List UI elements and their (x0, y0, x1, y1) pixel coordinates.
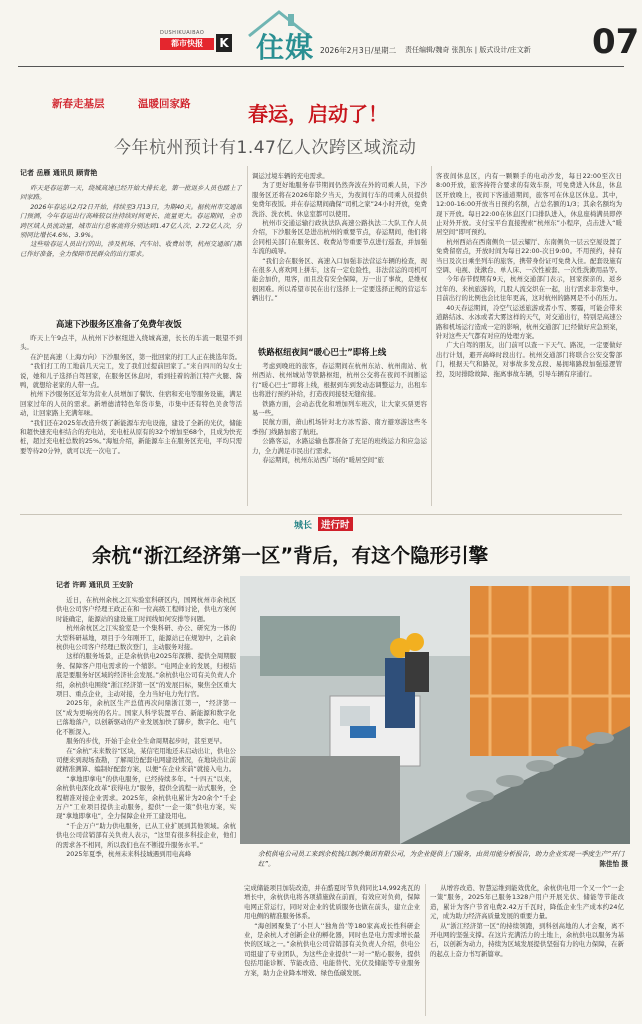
editors: 责任编辑/魏奇 张凯东 | 版式设计/庄文新 (405, 46, 531, 54)
lead-p3: 这些啥春运人员出行的出，涉及机场、汽车站、收费站等，杭州交通部门都已作好准备，全力保障市民群众的出行需求。 (20, 240, 242, 258)
section-name: 住媒 (256, 31, 315, 64)
col1-p3: “我们打工的工地前几天完工，发了我们过提前回家了。”来自四川的勾女士说，她和儿子选择自驾回家，在服务区休息时，看到挂着的浙江特产火腿、酱鸭，就想给老家的人带一点。 (20, 362, 242, 390)
logo-k-icon: K (216, 34, 232, 52)
headline-yuhang: 余杭“浙江经济第一区”背后，有这个隐形引擎 (92, 544, 489, 567)
headline-spring-travel: 春运，启动了！ (248, 102, 388, 126)
masthead-rule (18, 66, 624, 67)
kicker-progress: 进行时 (318, 517, 353, 531)
a2-mid-p1: 完成储能项目加装改造，并在酷夏时节负荷同比14,992兆瓦的增长中，余杭供电将各项措施做在前面，有效应对负荷，保障电网正常运行，同时对企业的优质服务也做在前头，建立企业用电侧的精准服务体系。 (244, 884, 420, 921)
a2-right-p2: 从“浙江经济第一区”的持续领跑，到科创高地的人才会聚，离不开电网的坚强支撑。在这片充满活力的土地上，余杭供电以服务为基石，以创新为动力，持续为区域发展提供坚强有力的电力保障，在新的起点上奋力书写新篇章。 (430, 921, 624, 958)
col1-p1: 昨天上午9点半，从杭州下沙枢纽进入绕城高速，长长的车流一眼望不到头。 (20, 334, 242, 352)
a2-left-p7: “拿地即拿电”的供电服务，已经持续多年。“十四五”以来，余杭供电深化改革“获得电力”服务，提供全流程一站式服务，全程精准对接企业需求。2025年，余杭供电累计为20余个“千企万户”工业项目提供主动服务，提供“一企一策”供电方案，实现“拿地即拿电”，全力保障企业开工建设用电。 (56, 774, 236, 821)
a2-left-p4: 2025年，余杭区生产总值再次问鼎浙江第一，“经济第一区”成为更响亮的名片。国家人科学装置平台、新能源和数字化已落地落户，以创新驱动的产业发展加快了脚步，数字化、电气化不断深入。 (56, 699, 236, 736)
factory-photo (240, 576, 630, 844)
col3-p1: 客夜间休息区，内有一颗颗手的电动沙发，每日22:00至次日8:00开放，旅客持符合要求的有效车票，可免费进入休息，休息区开放晚上，夜间下客通道期间，旅客可在休息区休息。其中，12:00-16:00开放当日预约名额，占总名额的1/3；其余名额均为现下开放。每日22:00在休息区门口排队进入，休息座椅满员即停止对外开放。支付宝平台直接搜索“杭州东”小程序，点击进入“暖居空间”即可预约。 (436, 172, 622, 237)
kicker-new-year: 新春走基层 (52, 98, 105, 110)
brand-block (160, 38, 214, 50)
col2b-p2: 铁路方面，会动态优化和增加列车班次，让大家买票更容易一些。 (252, 399, 427, 418)
lead-p2: 2026年春运从2月2日开始，持续至3月13日，为期40天。据杭州市交通部门预测，今年春运出行高峰较以往持续时间更长、流量更大。春运期间，全市跨区域人员流动量，城市出行总客流将分别达到1.47亿人次、2.72亿人次，分别同比增长4.6%、3.9%。 (20, 202, 242, 240)
lead-p1: 昨天是春运第一天，绕城高速已经开始大排长龙，第一批返乡人员也踏上了回家路。 (20, 184, 242, 202)
a2-left-p8: “千企万户”助力供电服务，已从工业扩展到其他领域。余杭供电公司营销部有关负责人表示，“这里有很多科技企业，他们的需求各不相同，所以我们也在不断提升服务水平。” (56, 821, 236, 849)
col2b-p5: 春运期间，杭州东站西广场的“暖居空间”旅 (262, 456, 384, 465)
col1-p5: “我们还在2025年改造升级了新能源车充电设施，建设了全新的光伏，储能和超快速充电柜结合的充电站，充电桩从原有的32个增加至68个，且成为快充桩，超过充电桩总数的25%。”海旭介绍，新能源车主在服务区充电，平均只需要等待20分钟，就可以充一次电了。 (20, 418, 242, 455)
col-divider-1 (247, 166, 248, 506)
a2-right-p1: 从增容改造、智慧运维到能效优化，余杭供电用一个又一个“一企一策”服务，2025年已服务1328户用户开展光伏、储能等节能改造，累计为客户节省电费2.42万千瓦时，降低企业生产成本约24亿元，成为助力经济高质量发展的重要力量。 (430, 884, 624, 921)
col1-body (20, 334, 242, 456)
a2-left-p6: 在“余杭”未来数谷“区块，某信宅用地还未启动出让，供电公司便来到现场查勘，了解周边配套电网建设情况，在地块出让前就精准测算、编制好配套方案，以便“在企业来前”就接入电力。 (56, 746, 236, 774)
kicker-warm-road: 温暖回家路 (138, 98, 191, 110)
col3-p4: 40天春运期间，冷空气运送旅游或者小雪、雾霾，可能会带来道路结冰、水冰或者大雾这样的天气，对交通出行，特别是高速公路和机场运行造成一定的影响，杭州交通部门已经做好应急预案，针对这些天气都有对应的处理方案。 (436, 303, 622, 340)
a2-left-body (56, 596, 236, 859)
brand-name: 都市快报 (171, 39, 203, 48)
byline-2: 记者 许晖 通讯员 王安阶 (56, 581, 134, 589)
col2-p4: “我们会在服务区、高速入口加强非法营运车辆的检查，现在很多人喜欢网上拼车，这有一定危险性，非法营运的司机可能会加价，甩客，而且没有安全保障，万一出了事故，是维权很困难。所以希望市民在出行选择上一定要选择正规的营运车辆出行。” (252, 256, 427, 303)
col2b-p4: 公路客运，水路运输也都准备了充足的班线运力和应急运力，全力满足市民出行需求。 (252, 437, 427, 455)
a2-left-p3: 这样的服务场景，正是余杭供电2025年深耕、提供全周期服务、保障客户用电需求的一个缩影。“电网企业的发展，归根结底是要服务好区域的经济社会发展。”余杭供电公司有关负责人介绍，余杭供电围绕“浙江经济第一区”的发展目标，聚焦全区重大项目、重点企业，主动对接，全力当好电力先行官。 (56, 652, 236, 699)
photo-caption (258, 850, 628, 869)
col3-p5: 广大自驾的朋友，出门前可以查一下天气、路况，一定要做好出行计划，避开高峰时段出行。杭州交通部门将联合公安交警部门，根据天气和路况，对事故多发点段、易拥堵路段加强巡逻管控，及时排除故障、拖离事故车辆，引导车辆有序通行。 (436, 341, 622, 378)
col2-body (252, 172, 427, 304)
col1-p2: 在沪昆高速（上海方向）下沙服务区，第一批回家的打工人正在挑选年货。 (30, 352, 242, 361)
col2-heading: 铁路枢纽夜间“暖心巴士”即将上线 (258, 347, 387, 357)
col-divider-3 (425, 884, 426, 1016)
col3-p3: 今年春节假期有9天，杭州交通部门表示，回家探亲的、返乡过年的、来杭旅游的，几股人流交织在一起，出行需求非常集中。目前出行的比例也会比往年更高，这对杭州的路网是不小的压力。 (436, 275, 622, 303)
issue-date: 2026年2月3日/星期二 (320, 46, 397, 55)
col2b-p1: 考虑到晚班的旅客，春运期间在杭州东站、杭州南站、杭州西站、杭州城站等铁路枢纽，杭州公交将在夜间不间断运行“暖心巴士”即将上线，根据到车到发动态调整运力，出租车也将进行预约补给，打造夜间接驳无缝衔接。 (252, 362, 427, 399)
a2-mid-body (244, 884, 420, 978)
a2-left-p2: 杭州余杭区之江实验室是一个集科研、办公、研究为一体的大型科研基地，项目于今年刚开工，能源站已在规划中，之前余杭供电公司客户经理已数次登门，主动服务对接。 (56, 624, 236, 652)
col3-body (436, 172, 622, 379)
col2b-p3: 民航方面，萧山机场针对北方冰雪游、南方避寒游这些冬季热门线路加密了航班。 (252, 418, 427, 436)
col2b-body (252, 362, 427, 465)
col-divider-2 (431, 166, 432, 506)
lead-paragraphs (20, 184, 242, 259)
kicker-city: 城长 (294, 521, 313, 531)
a2-right-body (430, 884, 624, 959)
col2-p3: 杭州市交通运输行政执法队高速公路执法二大队工作人员介绍，下沙服务区是进出杭州的重要节点，春运期间，他们将会同相关部门在服务区、收费站等重要节点进行巡查，并加强车流的疏导。 (252, 219, 427, 256)
page-number: 07 (592, 22, 640, 62)
col1-heading: 高速下沙服务区准备了免费年夜饭 (56, 319, 182, 329)
col1-p4: 杭州下沙服务区近年为营业人员增加了餐饮、住宿和充电等服务设施，满足回家过年的人员的需求。新增德清特色年货市集，市集中还有特色美食等活动，让回家路上充满年味。 (20, 390, 242, 418)
subheadline-spring-travel: 今年杭州预计有1.47亿人次跨区域流动 (114, 138, 417, 158)
photo-credit: 陈佳怡 摄 (599, 859, 628, 868)
col3-p2: 杭州西站在西南侧负一层云耀厅、东南侧负一层云空厦设置了免费留宿点，开放时间为每日22:00-次日9:00。不用预约，持有当日及次日乘坐列车的旅客，携带身份证可免费入住。配套设施有空调、电视、洗漱台、单人床、一次性被套、一次性洗漱用品等。 (436, 237, 622, 275)
byline-1: 记者 岳雁 通讯员 顾青艳 (20, 169, 98, 177)
a2-mid-p2: “海创园聚集了‘小巨人’‘独角兽’等180家高成长性科研企业，是余杭人才创新企业的孵化器，同时也是电力需求增长最快的区域之一。”余杭供电公司营销部有关负责人介绍，供电公司组建了专业团队，为这些企业提供“一对一”贴心服务，提供包括用能诊断、节能改造、电能替代、光伏及储能等专业服务方案，助力企业降本增效、绿色低碳发展。 (244, 921, 420, 977)
a2-left-p9: 2025年夏季，杭州未来科技城遇到用电高峰 (66, 849, 192, 858)
paper-id: DUSHIKUAIBAO (160, 30, 205, 36)
a2-left-p5: 服务的步伐，开始于企业全生命周期起步时，甚至更早。 (66, 737, 226, 746)
col2-p1: 调运过境车辆的充电需求。 (252, 172, 329, 180)
photo-caption-text: 余杭供电公司员工来到余杭钱江制冷集团有限公司，为企业提供上门服务，由员用能分析报告，助力企业实现一季度生产“开门红”。 (258, 850, 625, 868)
masthead (0, 0, 642, 78)
col2-p2: 为了更好地服务春节期间仍然奔波在外的司乘人员，下沙服务区还将在2026年除夕当天，为夜间行车的司乘人员提供免费年夜饭。并在春运期间确保“司机之家”24小时开放，免费洗浴、洗衣机、休息室都可以使用。 (252, 181, 427, 218)
section-divider (20, 514, 622, 515)
a2-left-p1: 近日，在杭州余杭之江实验室科研区内，国网杭州市余杭区供电公司客户经理王政正在和一位高级工程师讨论，供电方案何时能确定，能源站的建设施工时间线如何安排等问题。 (56, 596, 236, 623)
